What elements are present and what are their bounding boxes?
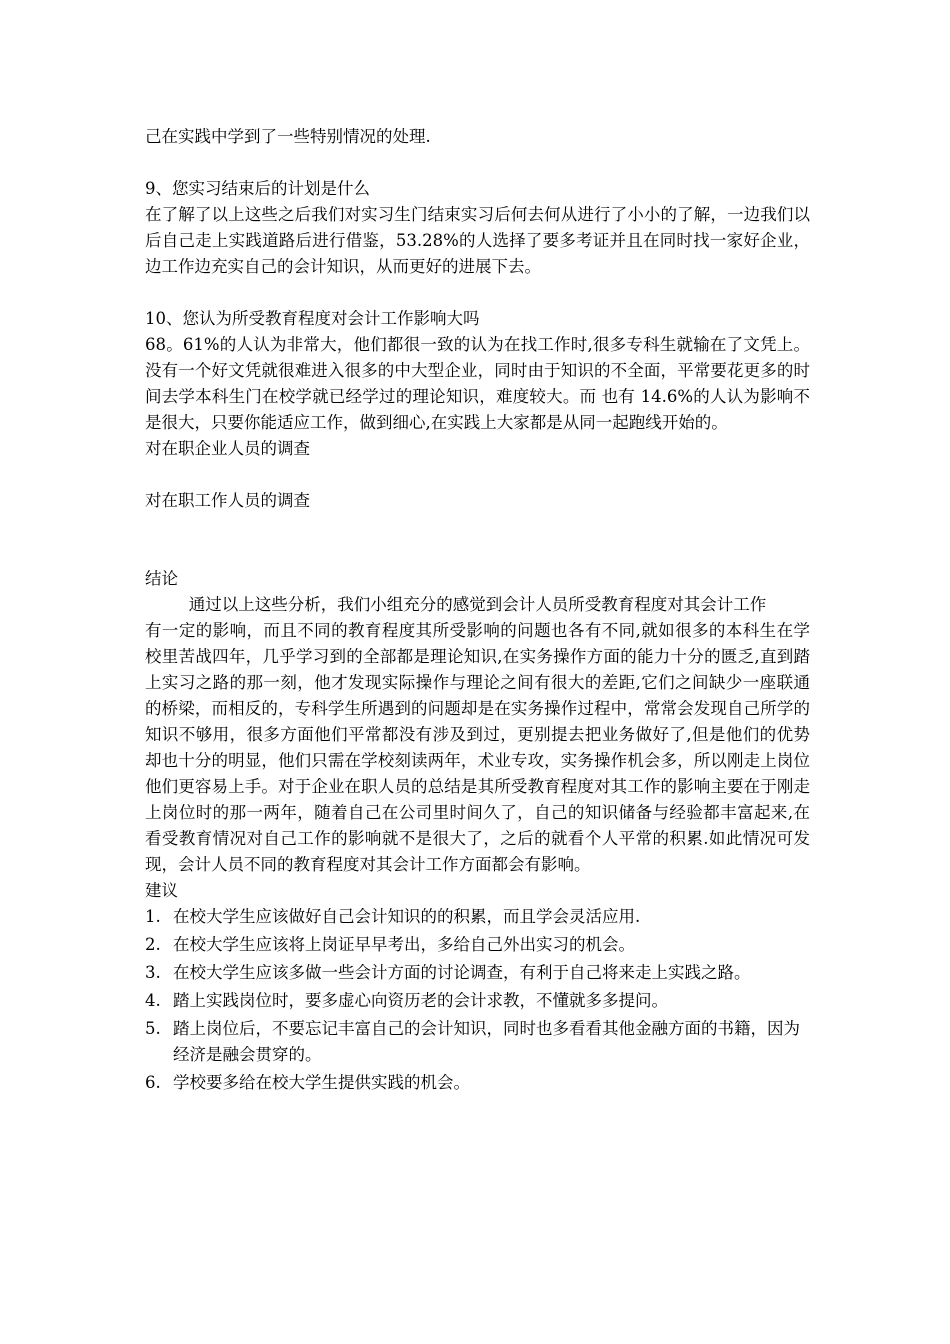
list-number: 3.	[145, 963, 161, 982]
list-number: 5.	[145, 1019, 161, 1038]
list-text: 学校要多给在校大学生提供实践的机会。	[173, 1073, 470, 1092]
conclusion-body: 有一定的影响，而且不同的教育程度其所受影响的问题也各有不同,就如很多的本科生在学校里苦战四年，几乎学习到的全部都是理论知识,在实务操作方面的能力十分的匮乏,直到踏上实习之路的那一刻，他才发现实际操作与理论之间有很大的差距,它们之间缺少一座联通的桥梁，而相反的，专科学生所遇到的问题却是在实务操作过程中，常常会发现自己所学的知识不够用，很多方面他们平常都没有涉及到过，更别提去把业务做好了,但是他们的优势却也十分的明显，他们只需在学校刻读两年，术业专攻，实务操作机会多，所以刚走上岗位他们更容易上手。对于企业在职人员的总结是其所受教育程度对其工作的影响主要在于刚走上岗位时的那一两年，随着自己在公司里时间久了，自己的知识储备与经验都丰富起来,在看受教育情况对自己工作的影响就不是很大了，之后的就看个人平常的积累.如此情况可发现，会计人员不同的教育程度对其会计工作方面都会有影响。	[145, 621, 810, 874]
list-item	[145, 932, 810, 958]
spacer	[145, 280, 810, 306]
list-number: 6.	[145, 1073, 161, 1092]
list-text: 在校大学生应该做好自己会计知识的的积累，而且学会灵活应用.	[173, 907, 641, 926]
q10-title: 10、您认为所受教育程度对会计工作影响大吗	[145, 309, 480, 328]
spacer	[145, 462, 810, 488]
list-item	[145, 960, 810, 986]
list-text: 在校大学生应该将上岗证早早考出，多给自己外出实习的机会。	[173, 935, 635, 954]
spacer	[145, 514, 810, 566]
q9-body: 在了解了以上这些之后我们对实习生门结束实习后何去何从进行了小小的了解，一边我们以后自己走上实践道路后进行借鉴，53.28%的人选择了要多考证并且在同时找一家好企业，边工作边充实自己的会计知识，从而更好的进展下去。	[145, 205, 810, 276]
list-number: 4.	[145, 991, 161, 1010]
list-item	[145, 1070, 810, 1096]
list-item	[145, 988, 810, 1014]
survey-staff-heading: 对在职工作人员的调查	[145, 491, 310, 510]
list-number: 2.	[145, 935, 161, 954]
conclusion-heading: 结论	[145, 569, 178, 588]
list-item	[145, 904, 810, 930]
suggestions-list	[145, 904, 810, 1096]
q9-title: 9、您实习结束后的计划是什么	[145, 179, 370, 198]
list-text: 在校大学生应该多做一些会计方面的讨论调查，有利于自己将来走上实践之路。	[173, 963, 751, 982]
survey-enterprise-heading: 对在职企业人员的调查	[145, 439, 310, 458]
list-text: 踏上实践岗位时，要多虚心向资历老的会计求教，不懂就多多提问。	[173, 991, 668, 1010]
spacer	[145, 150, 810, 176]
q10-body: 68。61%的人认为非常大，他们都很一致的认为在找工作时,很多专科生就输在了文凭上。没有一个好文凭就很难进入很多的中大型企业，同时由于知识的不全面，平常要花更多的时间去学本科生门在校学就已经学过的理论知识，难度较大。而 也有 14.6%的人认为影响不是很大，只要你能适应工作，做到细心,在实践上大家都是从同一起跑线开始的。	[145, 335, 810, 432]
list-number: 1.	[145, 907, 161, 926]
conclusion-lead: 通过以上这些分析，我们小组充分的感觉到会计人员所受教育程度对其会计工作	[188, 595, 767, 614]
suggestions-heading: 建议	[145, 881, 178, 900]
intro-line: 己在实践中学到了一些特别情况的处理.	[145, 127, 431, 146]
list-text: 踏上岗位后，不要忘记丰富自己的会计知识，同时也多看看其他金融方面的书籍，因为经济是融会贯穿的。	[173, 1019, 800, 1064]
list-item	[145, 1016, 810, 1068]
document-page	[145, 124, 810, 1098]
